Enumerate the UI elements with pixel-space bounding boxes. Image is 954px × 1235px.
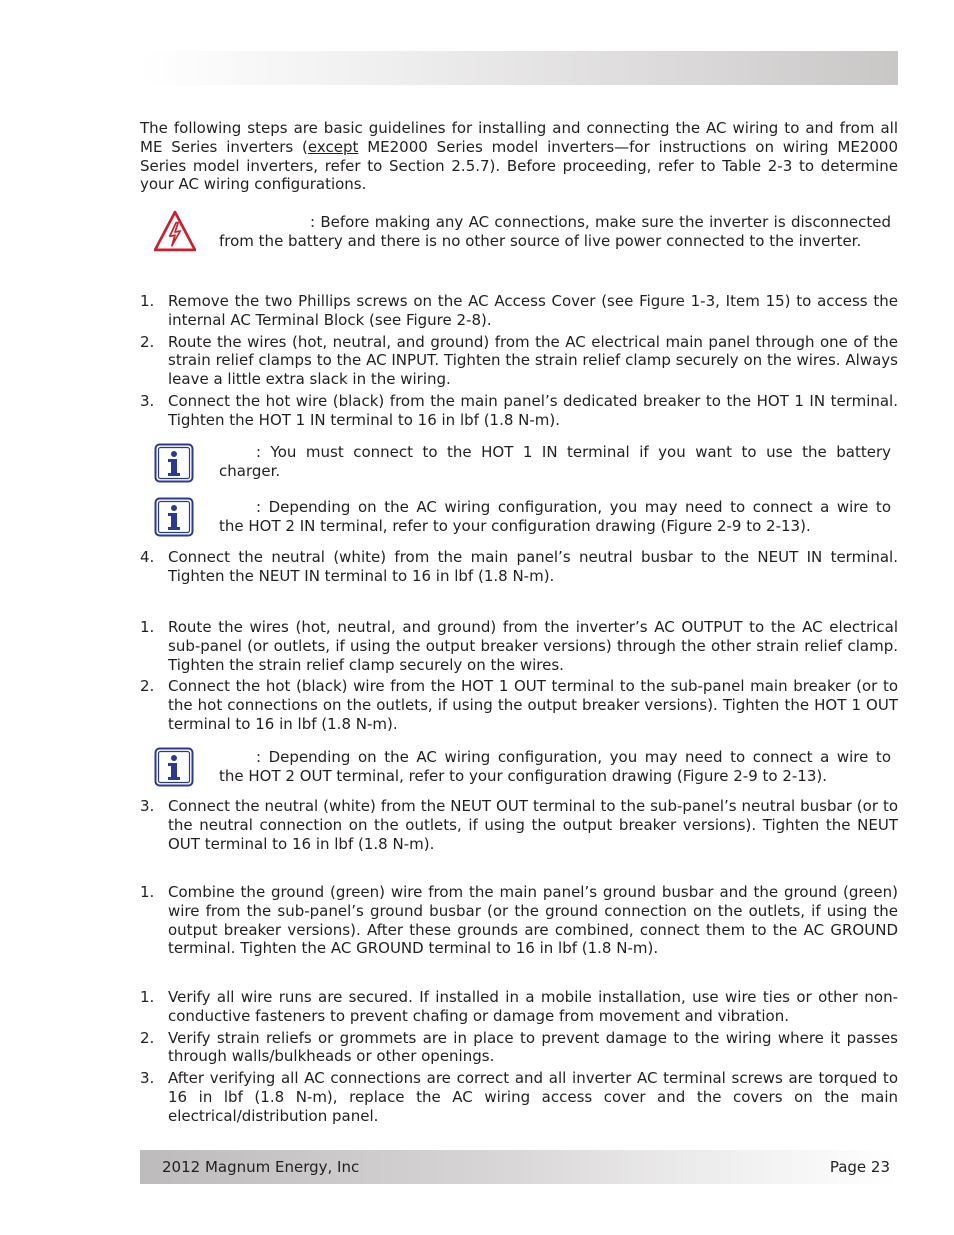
- final-check-steps: [140, 988, 898, 1129]
- step-text: Verify strain reliefs or grommets are in place to prevent damage to the wiring where it passes through walls/bulkheads or other openings.: [168, 1028, 898, 1066]
- info-3-line-1: : Depending on the AC wiring configuration, you may need to connect a wire to: [256, 748, 891, 766]
- page-number: Page 23: [829, 1158, 890, 1176]
- ac-output-step-3: [140, 797, 898, 856]
- step-number: 3.: [140, 1069, 155, 1088]
- step-text: Connect the neutral (white) from the NEUT OUT terminal to the sub-panel’s neutral busbar (or to the neutral connection on the outlets, if using the output breaker versions). Tighten the NEUT OUT terminal to 16 in lbf (1.8 N-m).: [168, 797, 898, 853]
- intro-text-after: ME2000 Series model inverters—for instructions on wiring ME2000 Series model inverters, refer to Section 2.5.7). Before proceeding, refer to Table 2-3 to determine your AC wiring configurations.: [140, 137, 898, 194]
- list-item: [140, 988, 898, 1026]
- info-2-line-1: : Depending on the AC wiring configuration, you may need to connect a wire to: [256, 498, 891, 516]
- step-number: 3.: [140, 391, 155, 410]
- footer-band: [140, 1150, 898, 1184]
- list-item: [140, 618, 898, 674]
- step-number: 1.: [140, 883, 155, 901]
- list-item: [140, 1029, 898, 1067]
- intro-paragraph: [140, 119, 898, 194]
- step-number: 1.: [140, 988, 155, 1006]
- info-note-2: [140, 497, 898, 537]
- warning-line-2: from the battery and there is no other source of live power connected to the inverter.: [219, 232, 862, 250]
- info-text-3: [219, 748, 891, 786]
- step-text: Route the wires (hot, neutral, and ground) from the inverter’s AC OUTPUT to the AC electrical sub-panel (or outlets, if using the output breaker versions) through the other strain relief clamp. Tighten the strain relief clamp securely on the wires.: [168, 618, 898, 674]
- ac-output-steps: [140, 618, 898, 737]
- step-text: Combine the ground (green) wire from the main panel’s ground busbar and the ground (green) wire from the sub-panel’s ground busbar (or the ground connection on the outlets, if using the output breaker versions). After these grounds are combined, connect them to the AC GROUND terminal. Tighten the AC GROUND terminal to 16 in lbf (1.8 N-m).: [168, 883, 898, 958]
- step-number: 2.: [140, 332, 155, 351]
- info-note-3: [140, 747, 898, 787]
- step-text: Route the wires (hot, neutral, and ground) from the AC electrical main panel through one of the strain relief clamps to the AC INPUT. Tighten the strain relief clamp securely on the wires. Always leave a little extra slack in the wiring.: [168, 332, 898, 389]
- step-text: Connect the hot (black) wire from the HOT 1 OUT terminal to the sub-panel main breaker (or to the hot connections on the outlets, if using the output breaker versions). Tighten the HOT 1 OUT terminal to 16 in lbf (1.8 N-m).: [168, 677, 898, 733]
- header-band: [140, 51, 898, 85]
- info-1-line-2: charger.: [219, 462, 281, 480]
- list-item: [140, 392, 898, 430]
- step-number: 1.: [140, 618, 155, 636]
- warning-text: [219, 213, 891, 251]
- step-text: Verify all wire runs are secured. If installed in a mobile installation, use wire ties or other non-conductive fasteners to prevent chafing or damage from movement and vibration.: [168, 988, 898, 1025]
- info-icon: [154, 747, 194, 787]
- list-item: [140, 548, 898, 586]
- step-number: 3.: [140, 797, 155, 815]
- info-icon: [154, 497, 194, 537]
- list-item: [140, 1069, 898, 1125]
- step-text: Connect the neutral (white) from the main panel’s neutral busbar to the NEUT IN terminal. Tighten the NEUT IN terminal to 16 in lbf (1.8 N-m).: [168, 548, 898, 585]
- step-number: 2.: [140, 677, 155, 696]
- step-text: After verifying all AC connections are correct and all inverter AC terminal screws are torqued to 16 in lbf (1.8 N-m), replace the AC wiring access cover and the covers on the main electrical/distribution panel.: [168, 1069, 898, 1125]
- info-3-line-2: the HOT 2 OUT terminal, refer to your configuration drawing (Figure 2-9 to 2-13).: [219, 767, 828, 785]
- step-text: Connect the hot wire (black) from the main panel’s dedicated breaker to the HOT 1 IN terminal. Tighten the HOT 1 IN terminal to 16 in lbf (1.8 N-m).: [168, 391, 898, 429]
- step-number: 4.: [140, 548, 155, 566]
- info-note-1: [140, 443, 898, 483]
- info-2-line-2: the HOT 2 IN terminal, refer to your configuration drawing (Figure 2-9 to 2-13).: [219, 517, 811, 535]
- info-text-1: [219, 443, 891, 481]
- list-item: [140, 677, 898, 733]
- list-item: [140, 292, 898, 330]
- list-item: [140, 797, 898, 853]
- electrical-shock-warning-icon: [154, 210, 196, 252]
- ac-input-step-4: [140, 548, 898, 589]
- warning-note: [140, 210, 898, 254]
- step-text: Remove the two Phillips screws on the AC Access Cover (see Figure 1-3, Item 15) to access the internal AC Terminal Block (see Figure 2-8).: [168, 292, 898, 329]
- info-text-2: [219, 498, 891, 536]
- info-icon: [154, 443, 194, 483]
- info-1-line-1: : You must connect to the HOT 1 IN terminal if you want to use the battery: [256, 443, 891, 461]
- list-item: [140, 883, 898, 958]
- step-number: 1.: [140, 292, 155, 310]
- ac-input-steps: [140, 292, 898, 433]
- warning-line-1: : Before making any AC connections, make sure the inverter is disconnected: [310, 213, 891, 231]
- ac-ground-steps: [140, 883, 898, 961]
- intro-text-before: The following steps are basic guidelines for installing and connecting the AC wiring to and from all ME Series inverters (: [140, 119, 898, 156]
- intro-underlined-word: except: [307, 137, 359, 156]
- step-number: 2.: [140, 1028, 155, 1047]
- footer-copyright: 2012 Magnum Energy, Inc: [162, 1158, 360, 1176]
- list-item: [140, 333, 898, 389]
